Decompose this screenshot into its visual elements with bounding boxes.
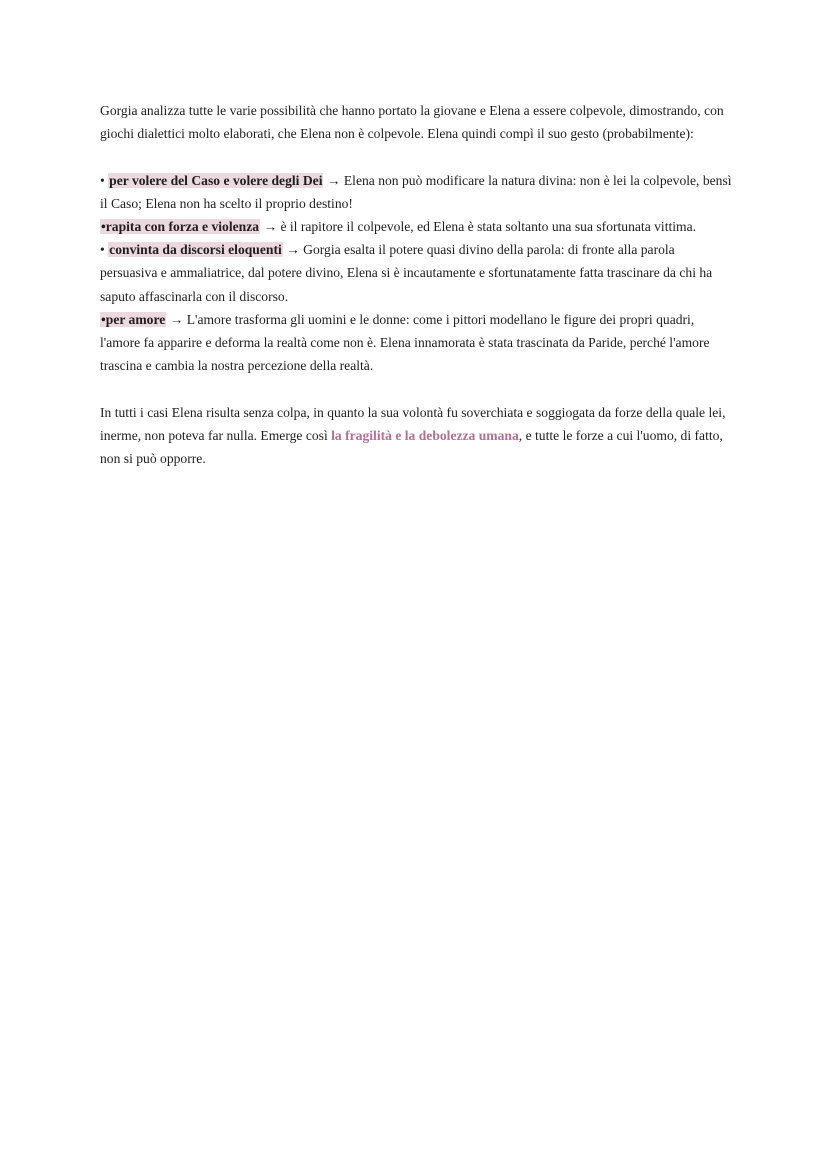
causes-list — [100, 169, 732, 378]
paragraph-spacer — [100, 145, 732, 168]
accent-phrase: la fragilità e la debolezza umana — [331, 427, 519, 443]
bullet: • — [101, 219, 106, 234]
list-item-caso — [100, 169, 732, 215]
bullet: • — [100, 172, 109, 188]
highlighted-term: •rapita con forza e violenza — [101, 219, 260, 234]
highlighted-term: •per amore — [101, 311, 166, 327]
list-item-rapita — [100, 215, 732, 238]
document-page — [100, 99, 732, 470]
conclusion-paragraph: In tutti i casi Elena risulta senza colpa, in quanto la sua volontà fu soverchiata e soggiogata da forze della quale lei, inerme, non poteva far nulla. Emerge così la fragilità e la debolezza umana, e tutte le forze a cui l'uomo, di fatto, non si può opporre. — [100, 404, 726, 467]
bullet: • — [101, 311, 106, 327]
highlighted-term: convinta da discorsi eloquenti — [109, 242, 282, 258]
list-item-amore — [100, 308, 732, 378]
item-text: → è il rapitore il colpevole, ed Elena è stata soltanto una sua sfortunata vittima. — [260, 219, 697, 234]
list-item-discorsi — [100, 238, 732, 308]
bullet: • — [100, 242, 109, 258]
highlighted-term: per volere del Caso e volere degli Dei — [109, 172, 323, 188]
paragraph-spacer — [100, 377, 732, 400]
item-text: → L'amore trasforma gli uomini e le donne: come i pittori modellano le figure dei propri quadri, l'amore fa apparire e deforma la realtà come non è. Elena innamorata è stata trascinata da Paride, perché l'amore trascina e cambia la nostra percezione della realtà. — [100, 311, 710, 374]
intro-paragraph: Gorgia analizza tutte le varie possibilità che hanno portato la giovane e Elena a essere colpevole, dimostrando, con giochi dialettici molto elaborati, che Elena non è colpevole. Elena quindi compì il suo gesto (probabilmente): — [100, 103, 724, 142]
item-text: → Gorgia esalta il potere quasi divino della parola: di fronte alla parola persuasiva e ammaliatrice, dal potere divino, Elena si è incautamente e sfortunatamente fatta trascinare da chi ha saputo affascinarla con il discorso. — [100, 242, 713, 304]
item-text: → Elena non può modificare la natura divina: non è lei la colpevole, bensì il Caso; Elena non ha scelto il proprio destino! — [100, 172, 732, 211]
